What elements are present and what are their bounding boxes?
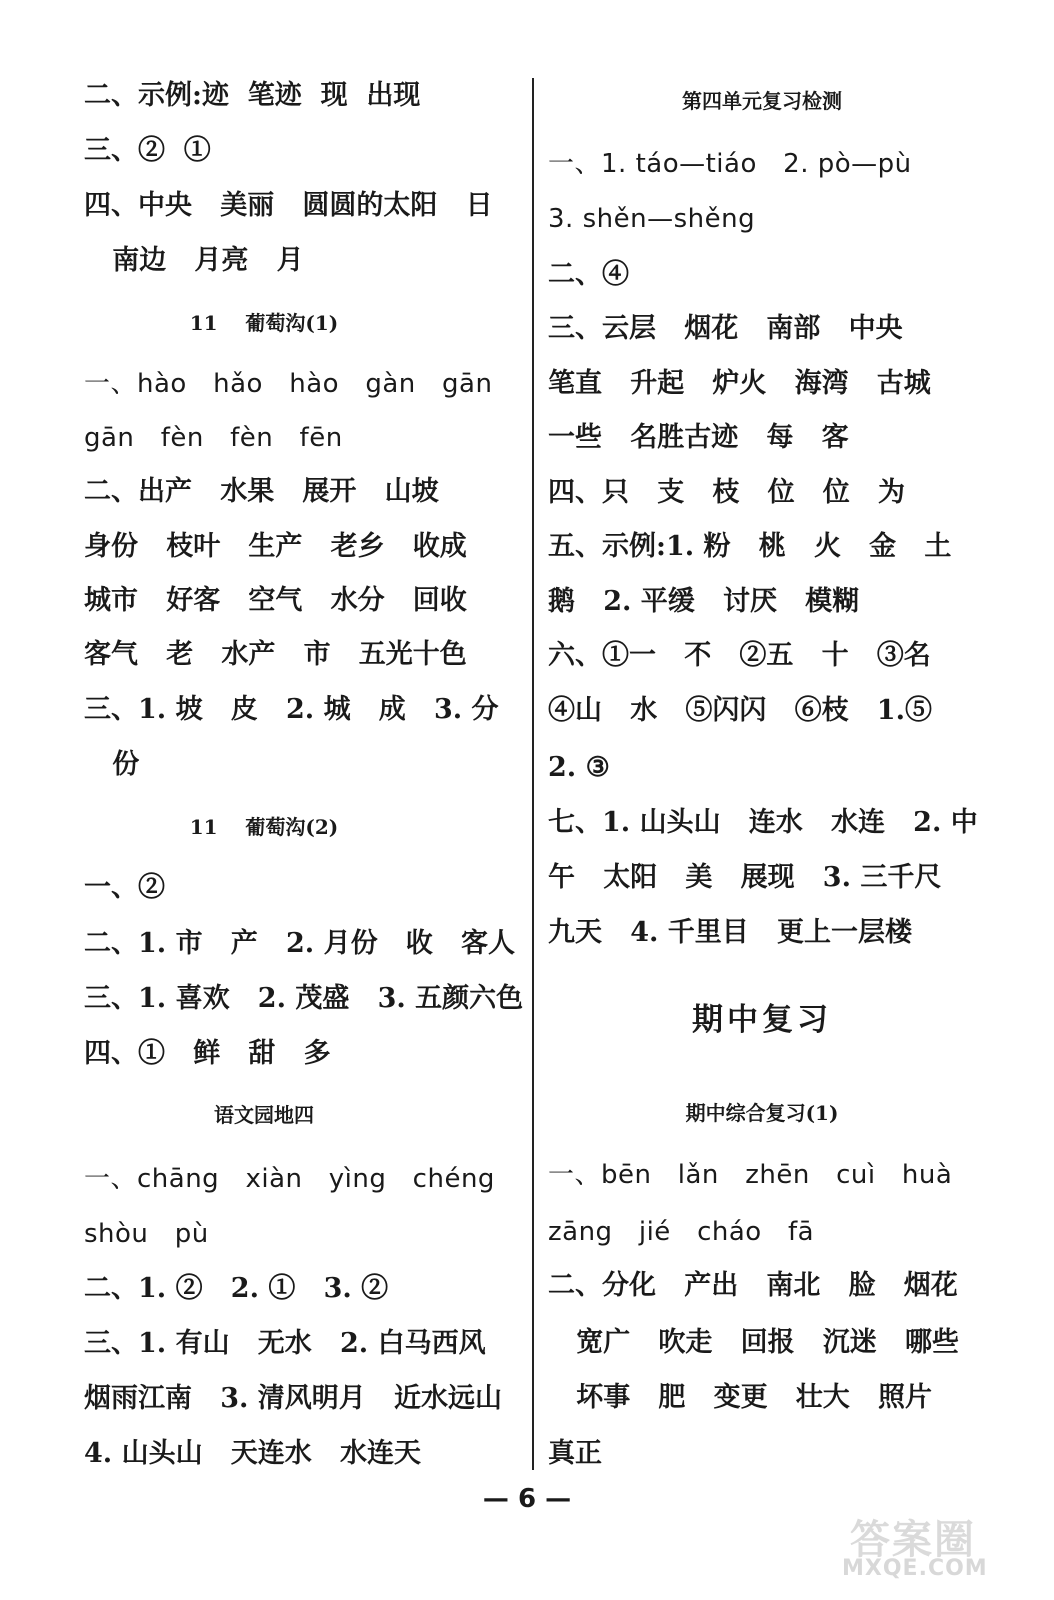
answer-line: 一、hào hǎo hào gàn gān: [84, 369, 493, 399]
answer-line: 二、分化 产出 南北 脸 烟花: [548, 1270, 958, 1301]
answer-line: 宽广 吹走 回报 沉迷 哪些: [548, 1327, 959, 1358]
section-heading: 第四单元复习检测: [682, 89, 842, 113]
answer-line: 烟雨江南 3. 清风明月 近水远山: [84, 1383, 502, 1414]
chapter-heading: 期中复习: [692, 1002, 832, 1038]
answer-line: 二、出产 水果 展开 山坡: [84, 476, 439, 507]
answer-line: 坏事 肥 变更 壮大 照片: [548, 1382, 932, 1413]
answer-line: 4. 山头山 天连水 水连天: [84, 1438, 421, 1469]
answer-line: 一、chāng xiàn yìng chéng: [84, 1164, 495, 1194]
answer-line: 南边 月亮 月: [84, 245, 304, 276]
answer-line: 身份 枝叶 生产 老乡 收成: [84, 531, 467, 562]
section-heading: 11 葡萄沟(1): [189, 311, 339, 335]
answer-line: 午 太阳 美 展现 3. 三千尺: [548, 862, 942, 893]
answer-line: 客气 老 水产 市 五光十色: [84, 639, 467, 670]
answer-line: 四、只 支 枝 位 位 为: [548, 477, 905, 508]
answer-line: 六、①一 不 ②五 十 ③名: [548, 640, 931, 671]
section-heading: 期中综合复习(1): [685, 1101, 839, 1125]
column-divider: [532, 78, 534, 1470]
answer-line: 份: [84, 749, 140, 780]
page-number: — 6 —: [482, 1484, 572, 1514]
section-heading: 语文园地四: [214, 1103, 314, 1127]
answer-line: 2. ③: [548, 752, 610, 783]
answer-line: gān fèn fèn fēn: [84, 423, 343, 453]
answer-line: 四、中央 美丽 圆圆的太阳 日: [84, 190, 493, 221]
answer-line: 三、② ①: [84, 135, 211, 166]
answer-line: 一、②: [84, 872, 165, 903]
answer-line: 三、云层 烟花 南部 中央: [548, 313, 903, 344]
answer-line: shòu pù: [84, 1219, 209, 1249]
section-heading: 11 葡萄沟(2): [189, 815, 339, 839]
answer-line: 一些 名胜古迹 每 客: [548, 422, 849, 453]
watermark-text: MXQE.COM: [842, 1556, 988, 1581]
answer-line: 三、1. 喜欢 2. 茂盛 3. 五颜六色: [84, 983, 524, 1014]
answer-line: 三、1. 有山 无水 2. 白马西风: [84, 1328, 486, 1359]
watermark-logo: 答案圈: [850, 1517, 976, 1563]
answer-line: 五、示例:1. 粉 桃 火 金 土: [548, 531, 952, 562]
answer-line: 真正: [548, 1438, 602, 1469]
answer-line: 鹅 2. 平缓 讨厌 模糊: [548, 586, 860, 617]
answer-line: 九天 4. 千里目 更上一层楼: [548, 917, 912, 948]
answer-line: 笔直 升起 炉火 海湾 古城: [548, 368, 931, 399]
answer-line: 七、1. 山头山 连水 水连 2. 中: [548, 807, 978, 838]
answer-line: 城市 好客 空气 水分 回收: [84, 585, 467, 616]
answer-line: ④山 水 ⑤闪闪 ⑥枝 1.⑤: [548, 695, 932, 726]
answer-line: 二、示例:迹 笔迹 现 出现: [84, 80, 421, 111]
answer-line: 3. shěn—shěng: [548, 204, 756, 234]
answer-line: zāng jié cháo fā: [548, 1217, 815, 1247]
answer-line: 三、1. 坡 皮 2. 城 成 3. 分: [84, 694, 499, 725]
answer-line: 二、④: [548, 259, 629, 290]
answer-line: 二、1. 市 产 2. 月份 收 客人: [84, 928, 515, 959]
answer-line: 一、1. táo—tiáo 2. pò—pù: [548, 149, 912, 179]
answer-line: 四、① 鲜 甜 多: [84, 1038, 331, 1069]
answer-line: 一、bēn lǎn zhēn cuì huà: [548, 1160, 953, 1190]
answer-line: 二、1. ② 2. ① 3. ②: [84, 1273, 389, 1304]
